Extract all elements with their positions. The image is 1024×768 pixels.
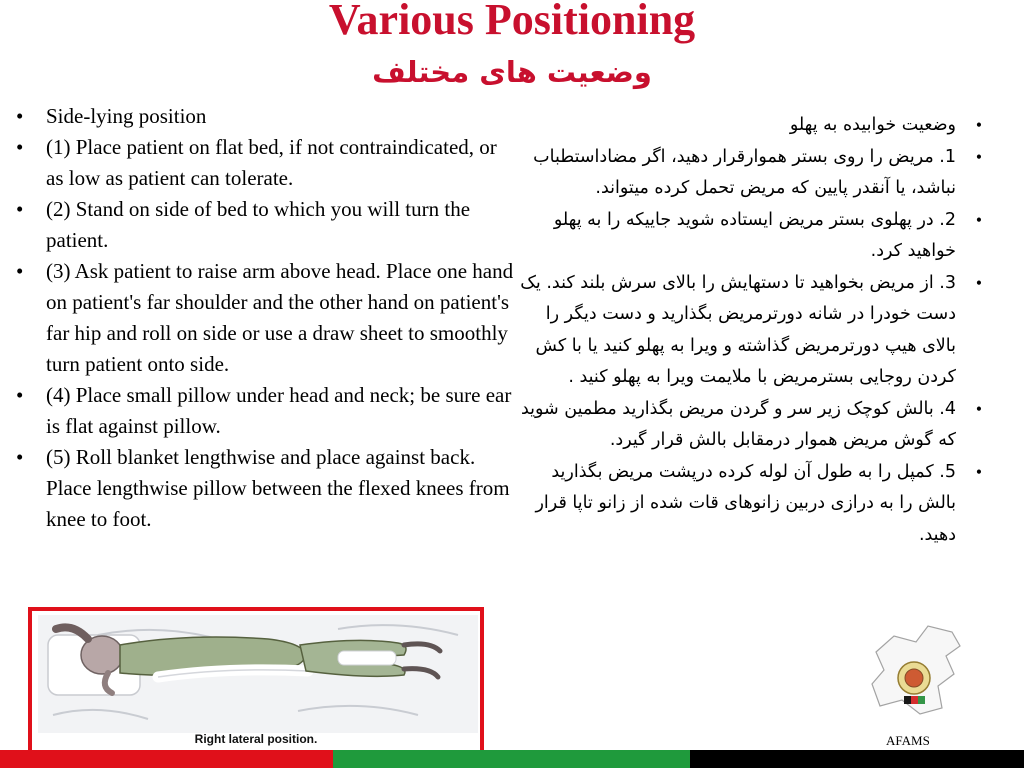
afams-label: AFAMS — [886, 733, 930, 748]
english-instructions-list — [14, 101, 514, 535]
knee-pillow — [338, 651, 396, 665]
footer-stripe-black — [690, 750, 1024, 768]
english-item-step-1: • (1) Place patient on flat bed, if not contraindicated, or as low as patient can tolerate. — [14, 132, 514, 194]
emblem-flag-green — [918, 696, 925, 704]
emblem-flag-red — [911, 696, 918, 704]
english-item-step-2: • (2) Stand on side of bed to which you will turn the patient. — [14, 194, 514, 256]
figure-caption: Right lateral position. — [194, 732, 318, 746]
english-item-step-5: • (5) Roll blanket lengthwise and place against back. Place lengthwise pillow between the flexed knees from knee to foot. — [14, 442, 514, 535]
footer-stripe-red — [0, 750, 333, 768]
persian-item-step-3: • 3. از مریض بخواهید تا دستهایش را بالای سرش بلند کند. یک دست خودرا در شانه دورترمریض بگذارید و دست دیگر را بالای هیپ دورترمریض گذاشته و ویرا به پهلو کنید یا با کش کردن روجایی بسترمریض با ملایمت ویرا به پهلو کنید . — [514, 268, 984, 394]
persian-instructions-list — [514, 110, 984, 551]
persian-item-side-lying: • وضعیت خوابیده به پهلو — [514, 110, 984, 142]
persian-item-step-1: • 1. مریض را روی بستر هموارقرار دهید، اگر مضاداستطباب نباشد، یا آنقدر پایین که مریض تحمل کرده میتواند. — [514, 142, 984, 205]
emblem-seal-inner — [905, 669, 923, 687]
slide-subtitle-persian: وضعیت های مختلف — [372, 55, 652, 89]
side-lying-position-figure — [28, 607, 484, 758]
english-item-step-3: • (3) Ask patient to raise arm above head. Place one hand on patient's far shoulder and the other hand on patient's far hip and roll on side or use a draw sheet to smoothly turn patient onto side. — [14, 256, 514, 380]
persian-item-step-5: • 5. کمپل را به طول آن لوله کرده درپشت مریض بگذارید بالش را به درازی دربین زانوهای قات شده از زانو تاپا قرار دهید. — [514, 457, 984, 552]
afghan-national-emblem — [868, 620, 964, 720]
persian-item-step-4: • 4. بالش کوچک زیر سر و گردن مریض بگذارید مطمین شوید که گوش مریض هموار درمقابل بالش قرار گیرد. — [514, 394, 984, 457]
english-item-side-lying: • Side-lying position — [14, 101, 514, 132]
english-item-step-4: • (4) Place small pillow under head and neck; be sure ear is flat against pillow. — [14, 380, 514, 442]
patient-illustration — [38, 615, 478, 733]
persian-item-step-2: • 2. در پهلوی بستر مریض ایستاده شوید جاییکه را به پهلو خواهید کرد. — [514, 205, 984, 268]
emblem-flag-black — [904, 696, 911, 704]
footer-stripe-green — [333, 750, 690, 768]
slide-title: Various Positioning — [328, 0, 696, 44]
